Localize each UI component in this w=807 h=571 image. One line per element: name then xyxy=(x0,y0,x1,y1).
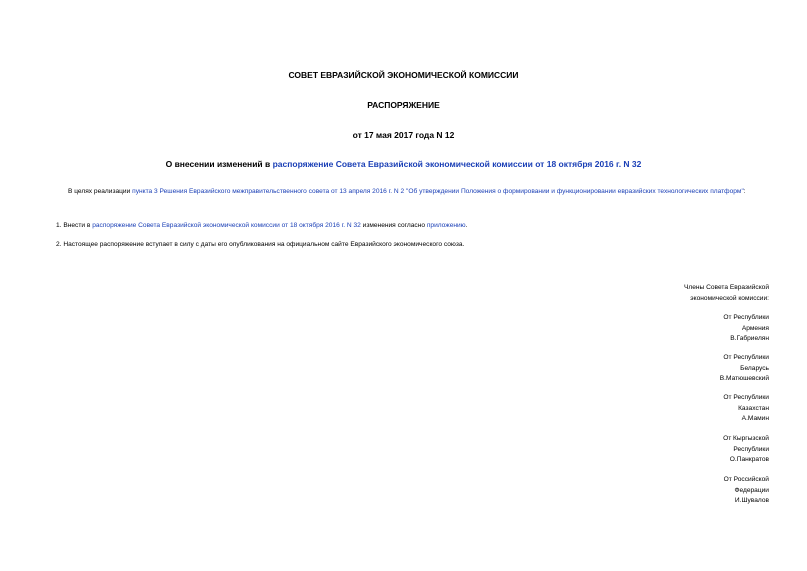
order-link[interactable]: распоряжение Совета Евразийской экономической комиссии от 18 октября 2016 г. N 32 xyxy=(92,222,361,229)
signature-country-line1: От Кыргызской xyxy=(723,435,769,442)
signature-name: И.Шувалов xyxy=(734,497,769,504)
signature-kyrgyzstan xyxy=(639,434,769,466)
signature-belarus xyxy=(639,353,769,385)
item-1-middle: изменения согласно xyxy=(360,222,427,229)
preamble-prefix: В целях реализации xyxy=(68,188,133,195)
item-1-suffix: . xyxy=(465,222,468,229)
signature-name: В.Матюшевский xyxy=(719,375,769,382)
subject-heading xyxy=(0,159,807,169)
signature-country-line1: От Республики xyxy=(723,394,769,401)
signature-country-line2: Республики xyxy=(733,445,769,453)
signature-country-line1: От Республики xyxy=(723,354,769,361)
signature-name: О.Панкратов xyxy=(729,456,769,463)
signatures-intro-line1: Члены Совета Евразийской xyxy=(683,284,769,291)
item-2-paragraph: 2. Настоящее распоряжение вступает в силу с даты его опубликования на официальном сайте Евразийского экономического союза. xyxy=(56,241,465,248)
subject-link[interactable]: распоряжение Совета Евразийской экономической комиссии от 18 октября 2016 г. N 32 xyxy=(272,159,642,169)
signature-country-line1: От Республики xyxy=(723,314,769,321)
decision-link[interactable]: пункта 3 Решения Евразийского межправительственного совета от 13 апреля 2016 г. N 2 "Об утверждении Положения о формировании и функционировании евразийских технологических платформ" xyxy=(132,188,744,195)
signature-name: А.Мамин xyxy=(741,415,769,422)
signature-country-line2: Федерации xyxy=(734,486,769,494)
signature-country-line2: Казахстан xyxy=(738,404,769,412)
signatures-intro-line2: экономической комиссии: xyxy=(690,294,769,302)
signature-name: В.Габриелян xyxy=(730,335,769,342)
signature-kazakhstan xyxy=(639,393,769,425)
item-1-prefix: 1. Внести в xyxy=(56,222,93,229)
item-1-paragraph xyxy=(56,221,768,231)
signature-russia xyxy=(639,475,769,507)
signature-country-line1: От Российской xyxy=(723,476,769,483)
signature-country-line2: Армения xyxy=(741,324,769,332)
date-number-heading: от 17 мая 2017 года N 12 xyxy=(352,130,455,140)
document-type-heading: РАСПОРЯЖЕНИЕ xyxy=(367,100,440,110)
preamble-paragraph xyxy=(56,187,768,197)
signature-country-line2: Беларусь xyxy=(740,364,769,372)
subject-prefix: О внесении изменений в xyxy=(165,159,273,169)
appendix-link[interactable]: приложению xyxy=(426,222,466,229)
council-heading: СОВЕТ ЕВРАЗИЙСКОЙ ЭКОНОМИЧЕСКОЙ КОМИССИИ xyxy=(288,70,519,80)
signature-armenia xyxy=(639,313,769,345)
signatures-intro xyxy=(639,283,769,304)
preamble-suffix: : xyxy=(743,188,746,195)
